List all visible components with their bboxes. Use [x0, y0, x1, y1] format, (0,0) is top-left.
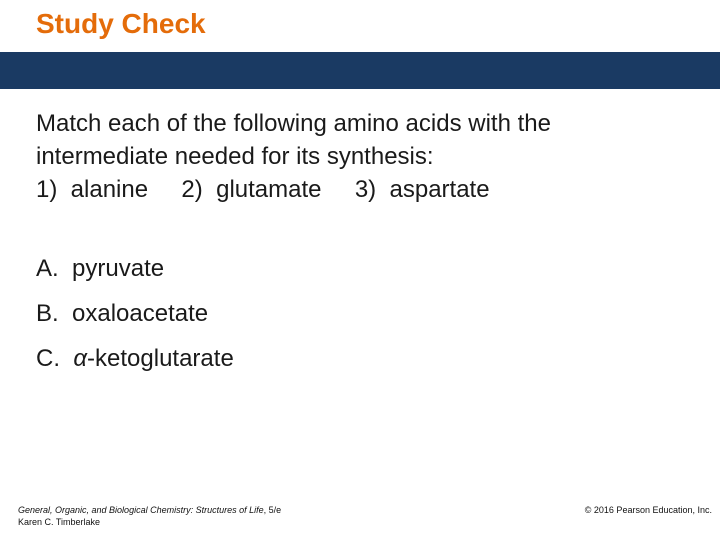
question-line-3: 1) alanine 2) glutamate 3) aspartate	[36, 176, 490, 203]
footer-book-title: General, Organic, and Biological Chemistry: Structures of Life	[18, 505, 264, 515]
choice-b-letter: B.	[36, 300, 59, 327]
question-line-2: intermediate needed for its synthesis:	[36, 143, 434, 170]
footer-book-line	[18, 504, 281, 516]
question-line-1: Match each of the following amino acids with the	[36, 110, 551, 137]
footer-copyright: © 2016 Pearson Education, Inc.	[584, 505, 712, 515]
slide-title: Study Check	[36, 8, 206, 39]
choice-a-text: pyruvate	[72, 255, 165, 282]
footer-citation	[18, 504, 281, 528]
footer-author: Karen C. Timberlake	[18, 517, 101, 527]
choice-c-letter: C.	[36, 345, 60, 372]
choice-b	[36, 297, 696, 342]
header-band	[0, 52, 720, 89]
choice-c-text: -ketoglutarate	[87, 345, 234, 372]
choice-c-alpha: α	[73, 345, 88, 372]
footer-edition: , 5/e	[263, 505, 282, 515]
choice-a-letter: A.	[36, 255, 59, 282]
choice-c	[36, 342, 696, 387]
question-text	[36, 107, 696, 206]
answer-choices	[36, 252, 696, 387]
choice-b-text: oxaloacetate	[72, 300, 209, 327]
choice-a	[36, 252, 696, 297]
